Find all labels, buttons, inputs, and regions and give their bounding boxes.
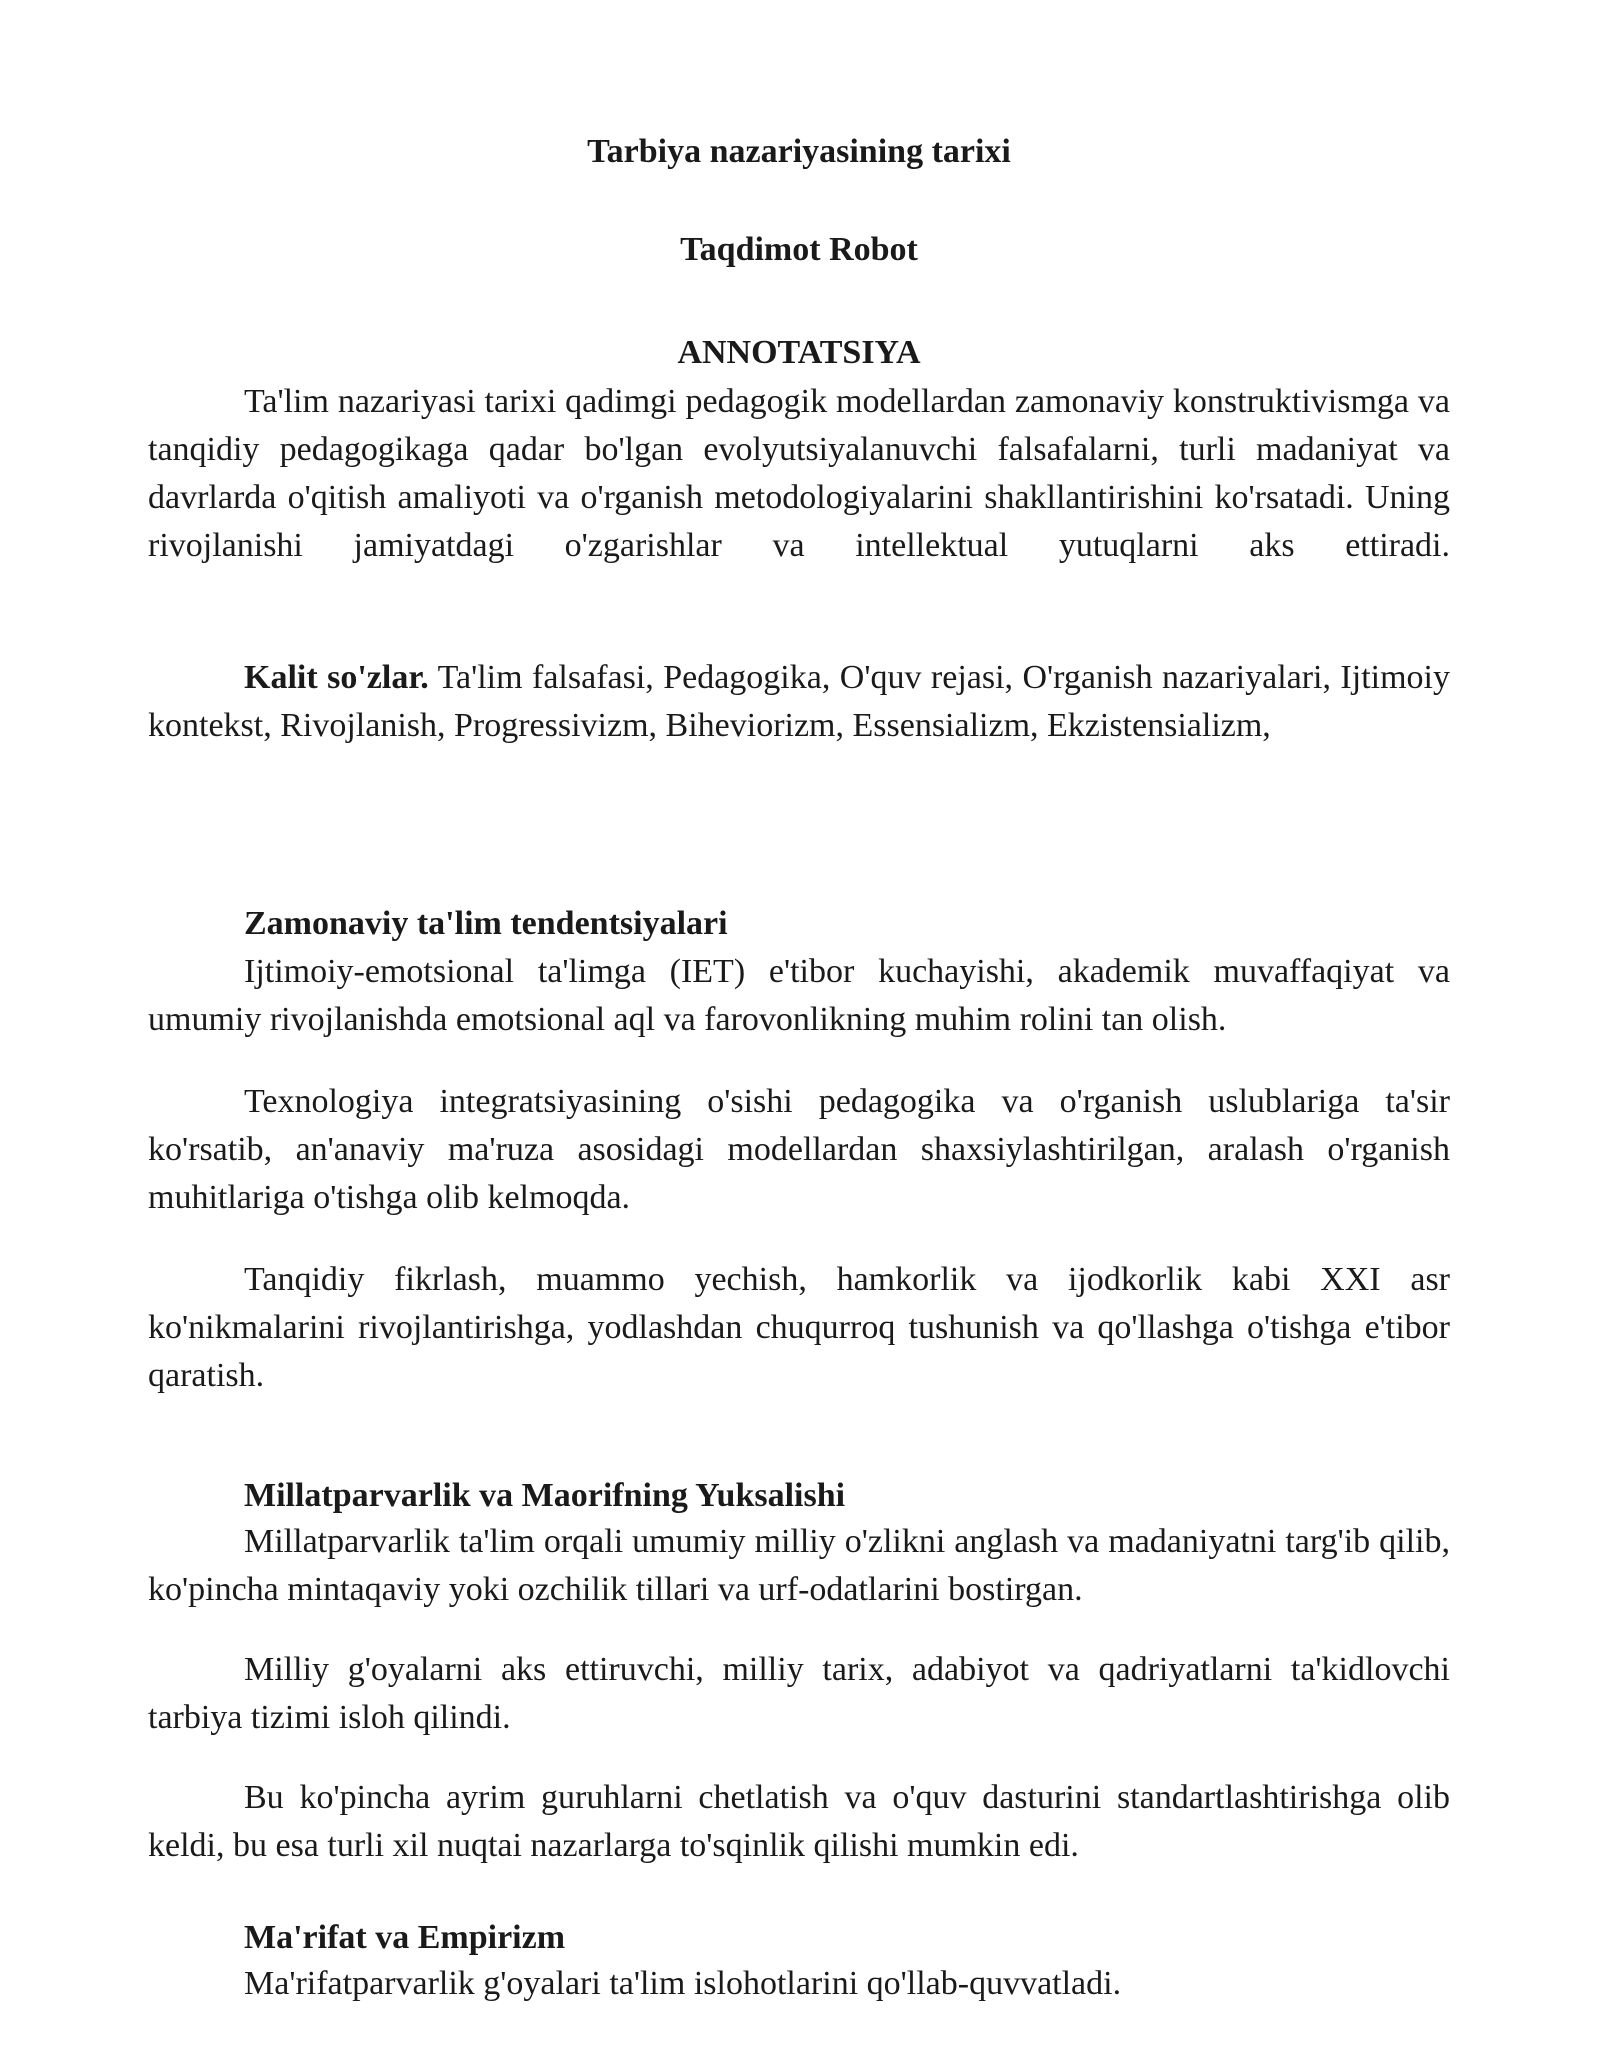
section-paragraph: Milliy g'oyalarni aks ettiruvchi, milliy tarix, adabiyot va qadriyatlarni ta'kidlovchi tarbiya tizimi isloh qilindi. <box>148 1651 1450 1736</box>
keywords-paragraph <box>148 654 1450 750</box>
section-heading: Ma'rifat va Empirizm <box>244 1919 566 1956</box>
section-paragraph: Ijtimoiy-emotsional ta'limga (IET) e'tibor kuchayishi, akademik muvaffaqiyat va umumiy rivojlanishda emotsional aql va farovonlikning muhim rolini tan olish. <box>148 953 1450 1038</box>
section-paragraph: Ma'rifatparvarlik g'oyalari ta'lim islohotlarini qo'llab-quvvatladi. <box>244 1965 1122 2002</box>
keywords-label: Kalit so'zlar. <box>244 659 429 696</box>
annotation-heading: ANNOTATSIYA <box>677 334 921 371</box>
section-heading: Millatparvarlik va Maorifning Yuksalishi <box>244 1477 846 1514</box>
document-author: Taqdimot Robot <box>680 231 918 268</box>
section-paragraph: Tanqidiy fikrlash, muammo yechish, hamkorlik va ijodkorlik kabi XXI asr ko'nikmalarini rivojlantirishga, yodlashdan chuqurroq tushunish va qo'llashga o'tishga e'tibor qaratish. <box>148 1261 1450 1394</box>
section-paragraph: Bu ko'pincha ayrim guruhlarni chetlatish va o'quv dasturini standartlashtirishga olib keldi, bu esa turli xil nuqtai nazarlarga to'sqinlik qilishi mumkin edi. <box>148 1779 1450 1864</box>
document-title: Tarbiya nazariyasining tarixi <box>587 133 1011 170</box>
keywords-text: Ta'lim falsafasi, Pedagogika, O'quv rejasi, O'rganish nazariyalari, Ijtimoiy kontekst, Rivojlanish, Progressivizm, Biheviorizm, Essensializm, Ekzistensializm, <box>148 659 1450 744</box>
section-paragraph: Millatparvarlik ta'lim orqali umumiy milliy o'zlikni anglash va madaniyatni targ'ib qilib, ko'pincha mintaqaviy yoki ozchilik tillari va urf-odatlarini bostirgan. <box>148 1523 1450 1608</box>
annotation-paragraph: Ta'lim nazariyasi tarixi qadimgi pedagogik modellardan zamonaviy konstruktivismga va tanqidiy pedagogikaga qadar bo'lgan evolyutsiyalanuvchi falsafalarni, turli madaniyat va davrlarda o'qitish amaliyoti va o'rganish metodologiyalarini shakllantirishini ko'rsatadi. Uning rivojlanishi jamiyatdagi o'zgarishlar va intellektual yutuqlarni aks ettiradi. <box>148 383 1450 564</box>
section-paragraph: Texnologiya integratsiyasining o'sishi pedagogika va o'rganish uslublariga ta'sir ko'rsatib, an'anaviy ma'ruza asosidagi modellardan shaxsiylashtirilgan, aralash o'rganish muhitlariga o'tishga olib kelmoqda. <box>148 1083 1450 1216</box>
section-heading: Zamonaviy ta'lim tendentsiyalari <box>244 905 728 942</box>
